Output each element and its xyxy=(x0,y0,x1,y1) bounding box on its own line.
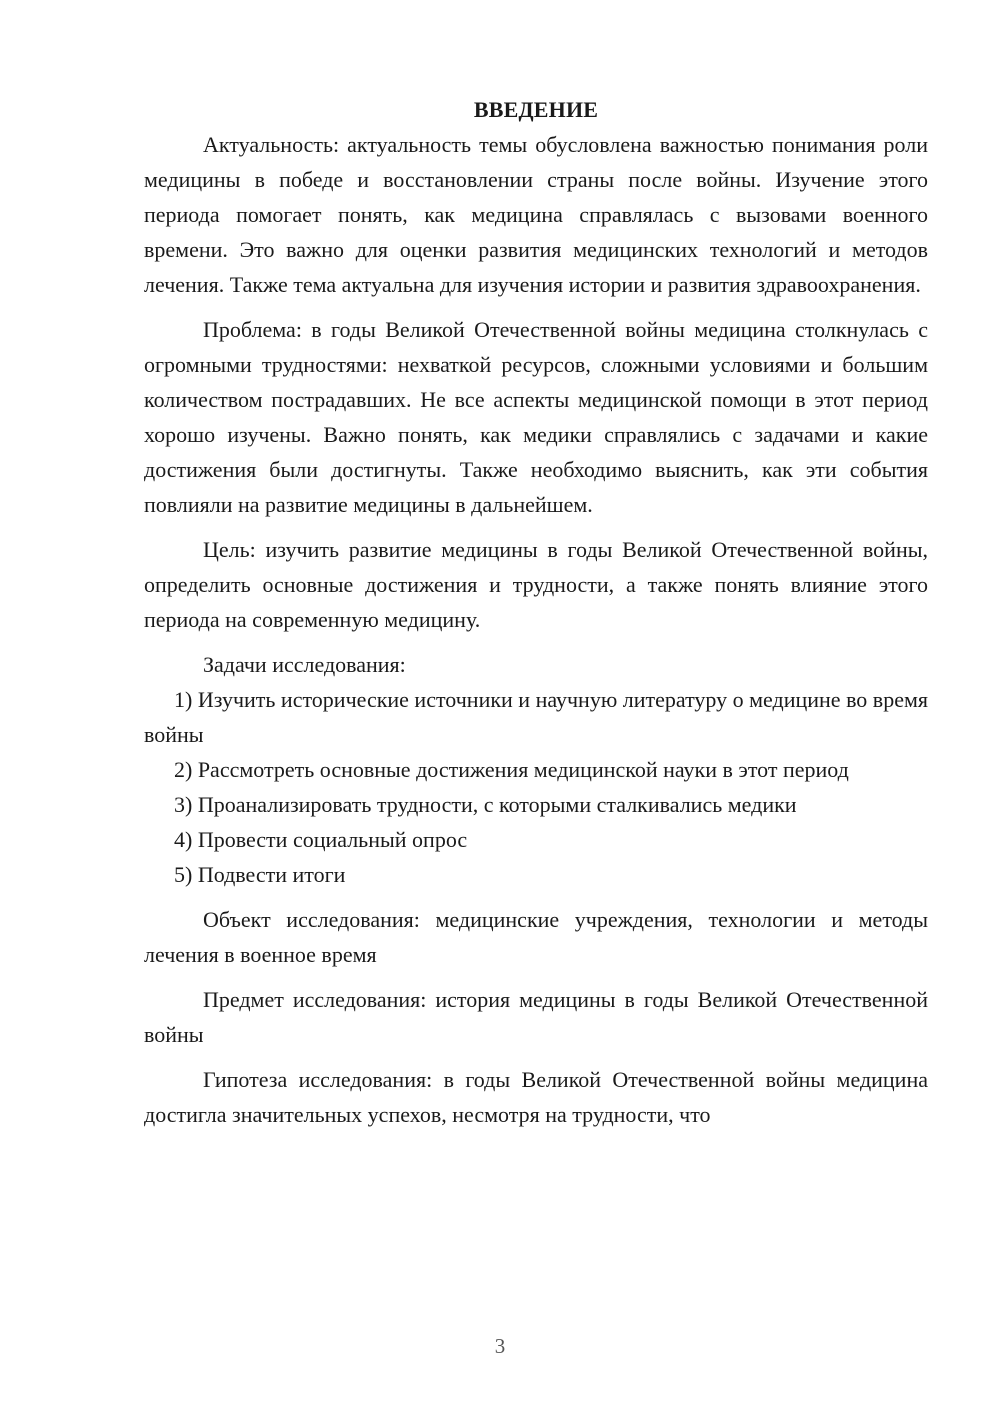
document-page xyxy=(144,92,928,1132)
list-item: 5) Подвести итоги xyxy=(174,862,346,887)
paragraph-hypothesis: Гипотеза исследования: в годы Великой Отечественной войны медицина достигла значительных успехов, несмотря на трудности, что xyxy=(144,1067,928,1127)
list-item: 3) Проанализировать трудности, с которыми сталкивались медики xyxy=(174,792,797,817)
paragraph-relevance: Актуальность: актуальность темы обусловлена важностью понимания роли медицины в победе и восстановлении страны после войны. Изучение этого периода помогает понять, как медицина справлялась с вызовами военного времени. Это важно для оценки развития медицинских технологий и методов лечения. Также тема актуальна для изучения истории и развития здравоохранения. xyxy=(144,132,928,297)
list-item: 4) Провести социальный опрос xyxy=(174,827,468,852)
list-item: 1) Изучить исторические источники и научную литературу о медицине во время войны xyxy=(144,687,929,747)
paragraph-goal: Цель: изучить развитие медицины в годы Великой Отечественной войны, определить основные достижения и трудности, а также понять влияние этого периода на современную медицину. xyxy=(144,537,928,632)
tasks-title: Задачи исследования: xyxy=(203,652,406,677)
paragraph-problem: Проблема: в годы Великой Отечественной войны медицина столкнулась с огромными трудностями: нехваткой ресурсов, сложными условиями и большим количеством пострадавших. Не все аспекты медицинской помощи в этот период хорошо изучены. Важно понять, как медики справлялись с задачами и какие достижения были достигнуты. Также необходимо выяснить, как эти события повлияли на развитие медицины в дальнейшем. xyxy=(144,317,928,517)
list-item: 2) Рассмотреть основные достижения медицинской науки в этот период xyxy=(174,757,849,782)
paragraph-object: Объект исследования: медицинские учреждения, технологии и методы лечения в военное время xyxy=(144,907,928,967)
paragraph-subject: Предмет исследования: история медицины в годы Великой Отечественной войны xyxy=(144,987,928,1047)
page-number: 3 xyxy=(494,1334,506,1358)
section-heading: ВВЕДЕНИЕ xyxy=(473,97,599,122)
